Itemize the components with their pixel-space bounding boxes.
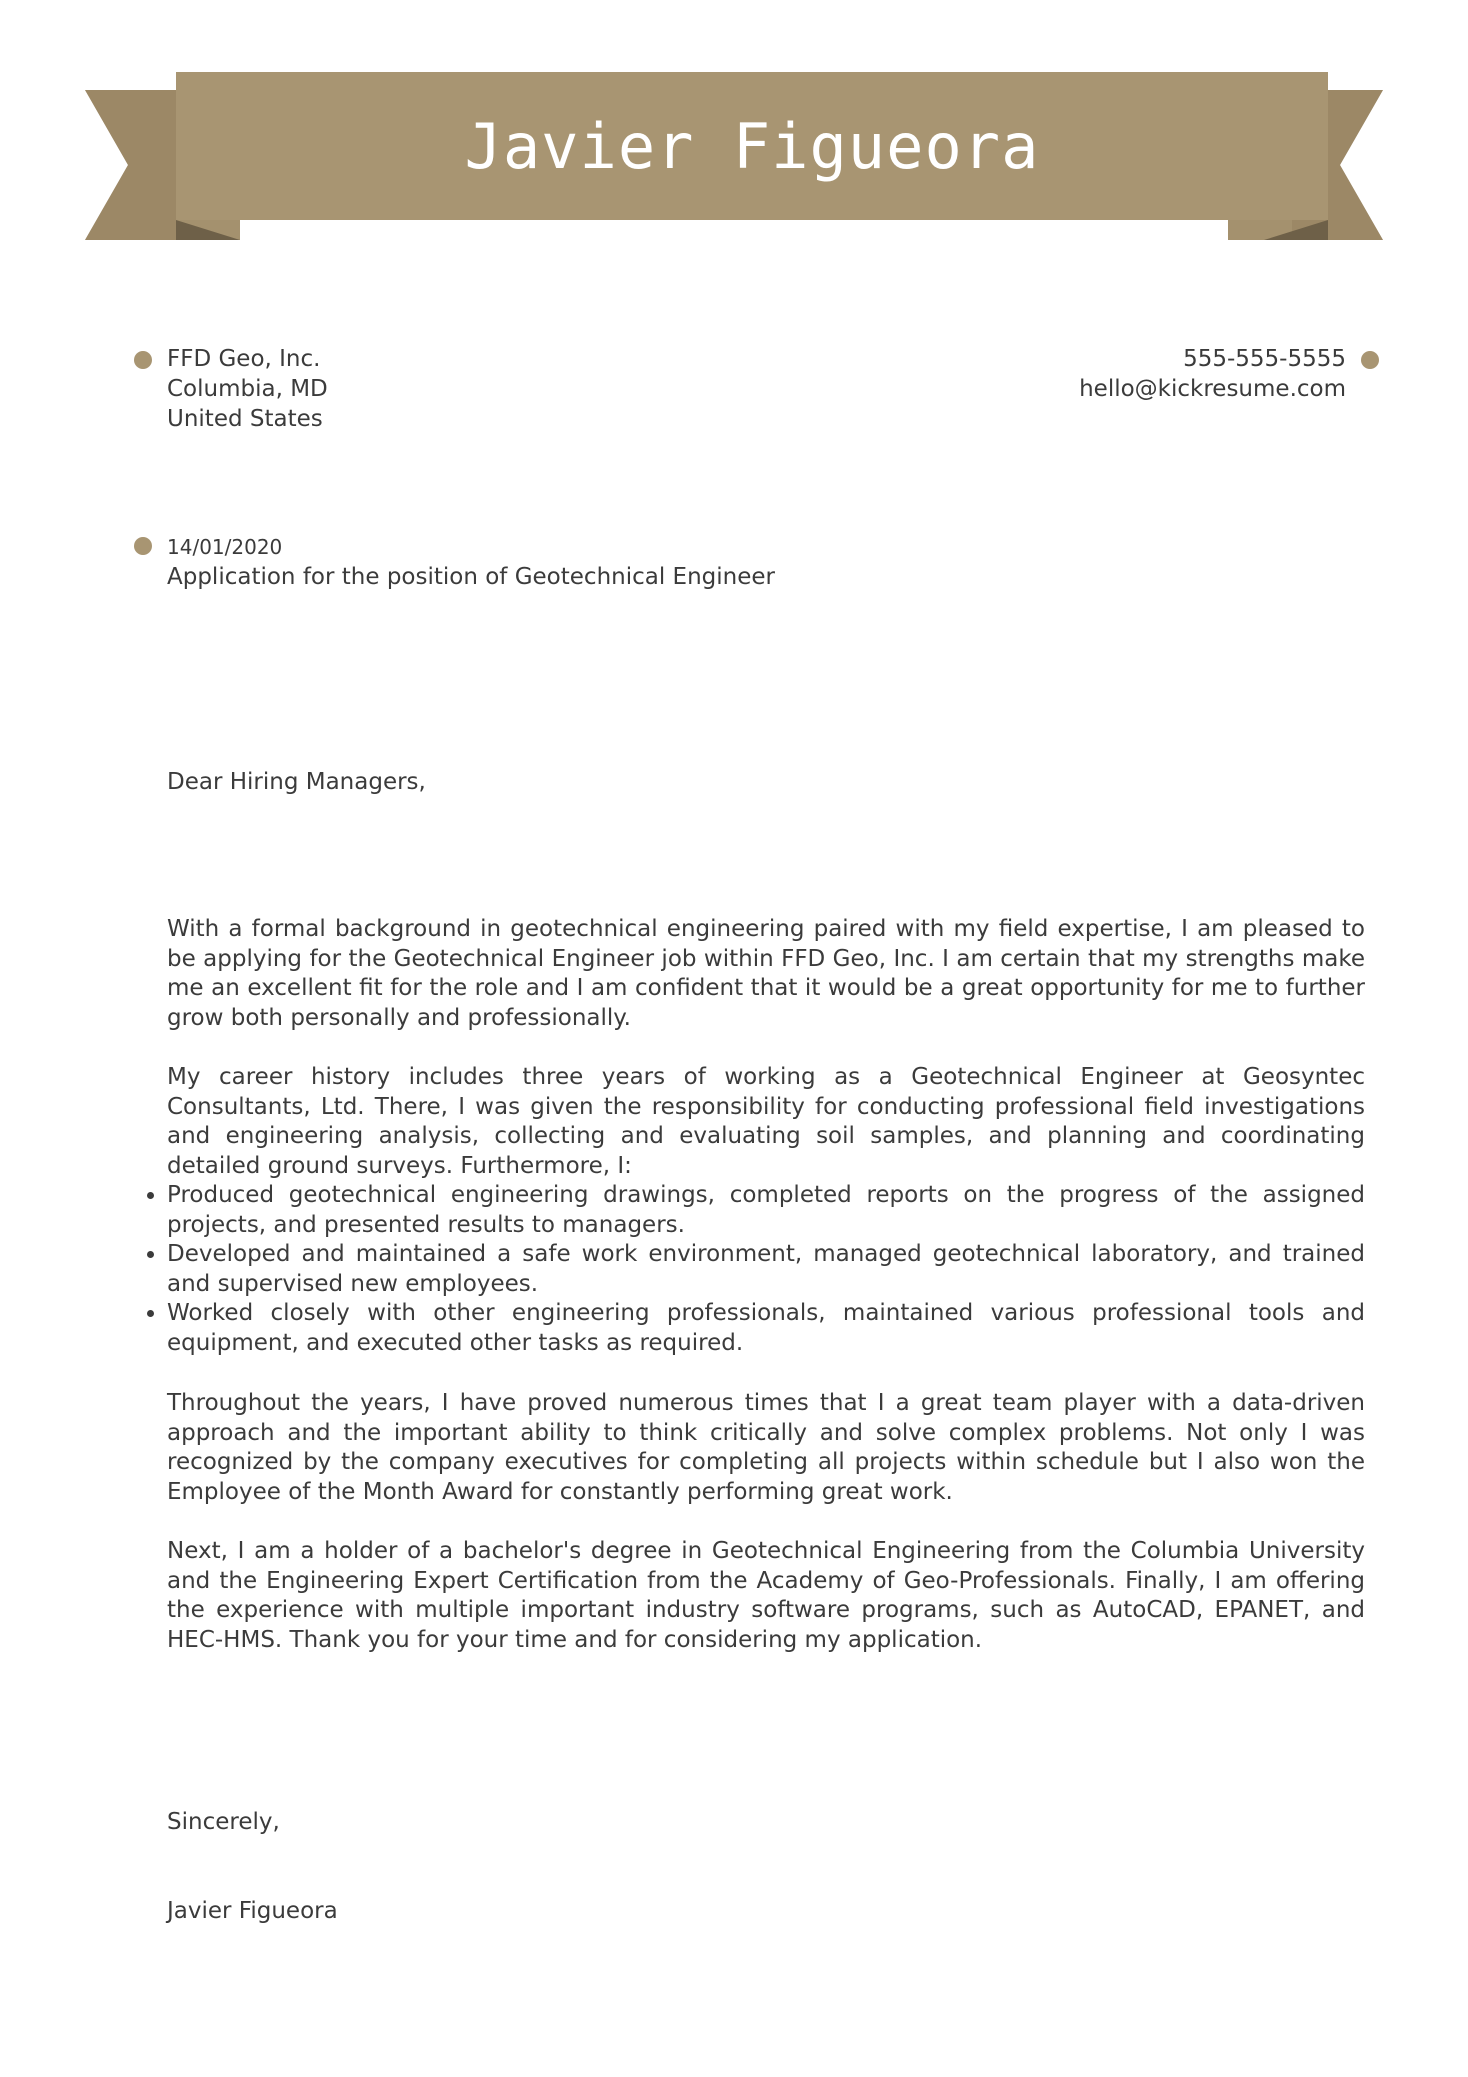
letter-salutation: Dear Hiring Managers,	[167, 769, 426, 795]
recipient-city: Columbia, MD	[167, 376, 328, 402]
list-item: • Worked closely with other engineering professionals, maintained various professional tools and equipment, and executed other tasks as required.	[167, 1299, 1365, 1358]
letter-closing: Sincerely,	[167, 1809, 280, 1835]
letter-paragraph-4: Next, I am a holder of a bachelor's degree in Geotechnical Engineering from the Columbia University and the Engineering Expert Certification from the Academy of Geo-Professionals. Finally, I am offering the experience with multiple important industry software programs, such as AutoCAD, EPANET, and HEC-HMS. Thank you for your time and for considering my application.	[167, 1538, 1365, 1653]
letter-subject: Application for the position of Geotechnical Engineer	[167, 564, 775, 590]
sender-contact	[1079, 344, 1346, 404]
applicant-name-heading: Javier Figueora	[464, 109, 1040, 183]
date-subject-block	[167, 532, 775, 592]
letter-paragraph-2: My career history includes three years of working as a Geotechnical Engineer at Geosyntec Consultants, Ltd. There, I was given the responsibility for conducting professional field investigations and engineering analysis, collecting and evaluating soil samples, and planning and coordinating detailed ground surveys. Furthermore, I:	[167, 1064, 1365, 1179]
sender-phone: 555-555-5555	[1183, 346, 1346, 372]
sender-email: hello@kickresume.com	[1079, 376, 1346, 402]
list-item: • Developed and maintained a safe work environment, managed geotechnical laboratory, and trained and supervised new employees.	[167, 1240, 1365, 1299]
recipient-company: FFD Geo, Inc.	[167, 346, 321, 372]
list-item: • Produced geotechnical engineering drawings, completed reports on the progress of the assigned projects, and presented results to managers.	[167, 1181, 1365, 1240]
letter-date: 14/01/2020	[167, 535, 283, 559]
sender-bullet-dot	[1361, 351, 1379, 369]
recipient-bullet-dot	[134, 351, 152, 369]
letter-signature: Javier Figueora	[167, 1898, 338, 1924]
date-bullet-dot	[134, 537, 152, 555]
letter-paragraph-1: With a formal background in geotechnical engineering paired with my field expertise, I am pleased to be applying for the Geotechnical Engineer job within FFD Geo, Inc. I am certain that my strengths make me an excellent fit for the role and I am confident that it would be a great opportunity for me to further grow both personally and professionally.	[167, 916, 1365, 1031]
letter-paragraph-3: Throughout the years, I have proved numerous times that I a great team player with a data-driven approach and the important ability to think critically and solve complex problems. Not only I was recognized by the company executives for completing all projects within schedule but I also won the Employee of the Month Award for constantly performing great work.	[167, 1390, 1365, 1505]
achievements-list	[167, 1181, 1365, 1359]
ribbon-left-tail-edge	[85, 90, 176, 240]
recipient-country: United States	[167, 406, 323, 432]
recipient-address	[167, 344, 328, 434]
